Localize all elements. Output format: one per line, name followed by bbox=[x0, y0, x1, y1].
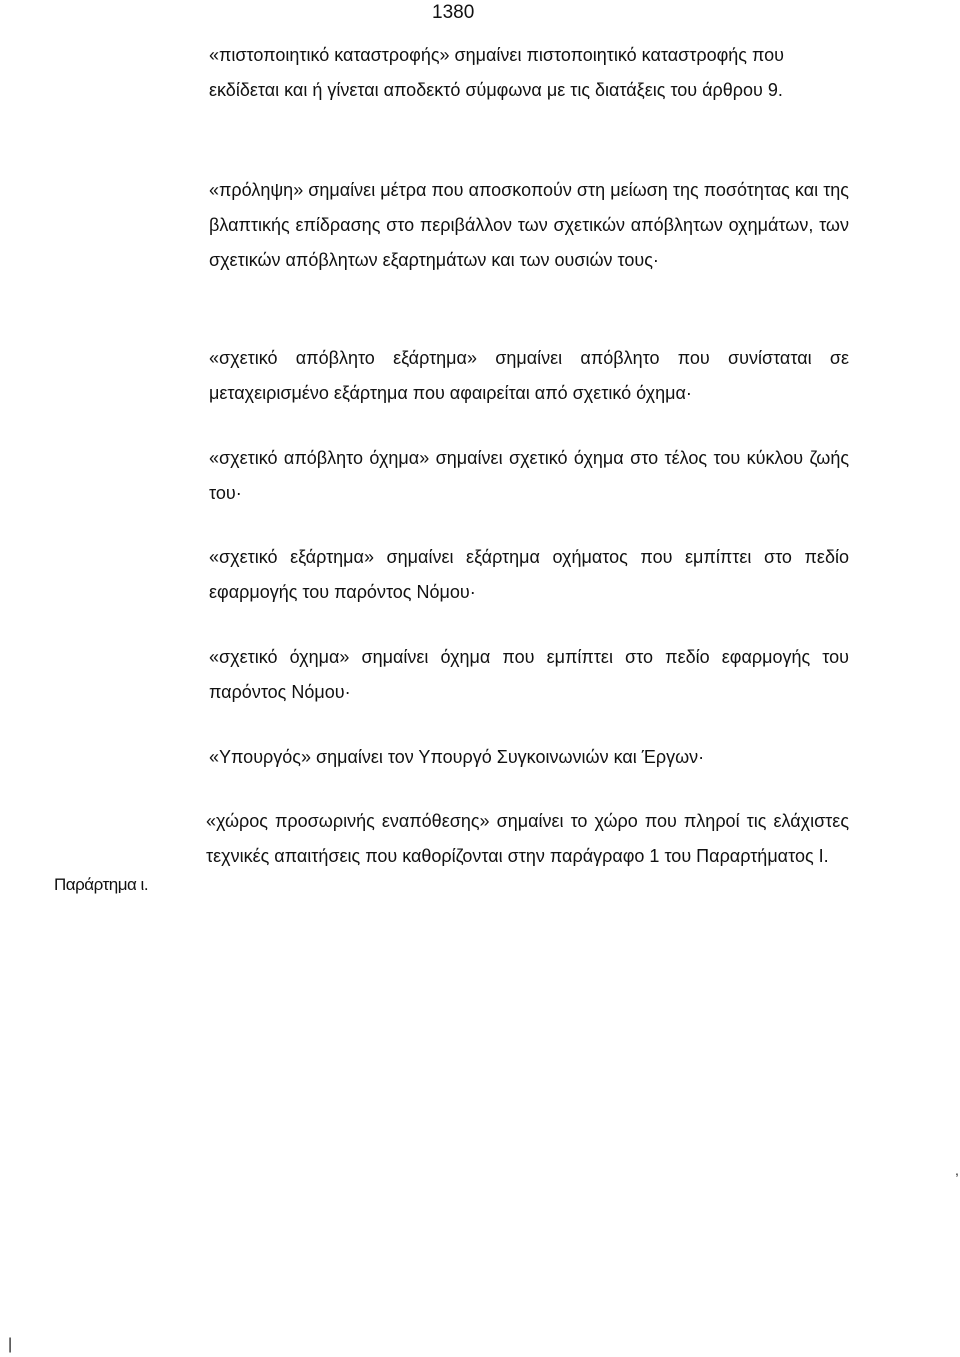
definition-relevant-waste-part: «σχετικό απόβλητο εξάρτημα» σημαίνει απόβλητο που συνίσταται σε μεταχειρισμένο εξάρτημα που αφαιρείται από σχετικό όχημα· bbox=[209, 348, 849, 403]
definition-prevention: «πρόληψη» σημαίνει μέτρα που αποσκοπούν στη μείωση της ποσότητας και της βλαπτικής επίδρασης στο περιβάλλον των σχετικών απόβλητων οχημάτων, των σχετικών απόβλητων εξαρτημάτων και των ουσιών τους· bbox=[209, 180, 849, 270]
definition-minister: «Υπουργός» σημαίνει τον Υπουργό Συγκοινωνιών και Έργων· bbox=[209, 747, 705, 767]
stray-bar-mark: | bbox=[8, 1336, 13, 1353]
page-number: 1380 bbox=[432, 2, 475, 23]
definition-relevant-part: «σχετικό εξάρτημα» σημαίνει εξάρτημα οχήματος που εμπίπτει στο πεδίο εφαρμογής του παρόντος Νόμου· bbox=[209, 547, 849, 602]
definition-certificate-of-destruction: «πιστοποιητικό καταστροφής» σημαίνει πιστοποιητικό καταστροφής που εκδίδεται και ή γίνεται αποδεκτό σύμφωνα με τις διατάξεις του άρθρου 9. bbox=[209, 45, 784, 100]
definition-relevant-waste-vehicle: «σχετικό απόβλητο όχημα» σημαίνει σχετικό όχημα στο τέλος του κύκλου ζωής του· bbox=[209, 448, 849, 503]
margin-note-annex: Παράρτημα ι. bbox=[54, 875, 149, 894]
definition-temporary-storage-area: «χώρος προσωρινής εναπόθεσης» σημαίνει το χώρο που πληροί τις ελάχιστες τεχνικές απαιτήσεις που καθορίζονται στην παράγραφο 1 του Παραρτήματος Ι. bbox=[206, 811, 849, 866]
definition-relevant-vehicle: «σχετικό όχημα» σημαίνει όχημα που εμπίπτει στο πεδίο εφαρμογής του παρόντος Νόμου· bbox=[209, 647, 849, 702]
stray-comma-mark: , bbox=[955, 1162, 959, 1178]
